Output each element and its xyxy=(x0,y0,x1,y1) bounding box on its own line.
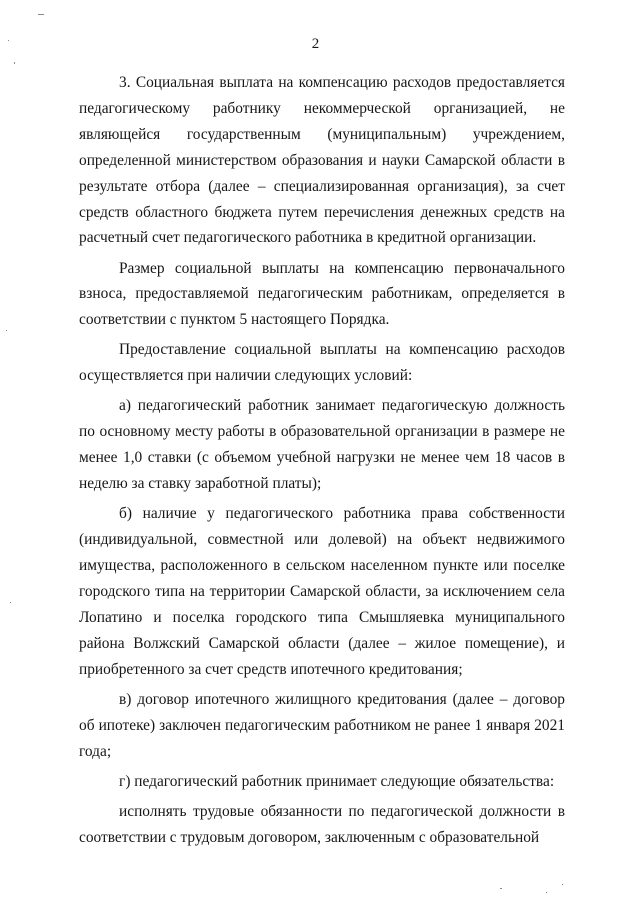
paragraph-condition-g: г) педагогический работник принимает следующие обязательства: xyxy=(119,772,555,790)
document-body xyxy=(79,70,565,851)
paragraph-condition-v: в) договор ипотечного жилищного кредитования (далее – договор об ипотеке) заключен педагогическим работником не ранее 1 января 2021 года; xyxy=(79,690,565,760)
paragraph-social-payment: 3. Социальная выплата на компенсацию расходов предоставляется педагогическому работнику некоммерческой организацией, не являющейся государственным (муниципальным) учреждением, определенной министерством образования и науки Самарской области в результате отбора (далее – специализированная организация), за счет средств областного бюджета путем перечисления денежных средств на расчетный счет педагогического работника в кредитной организации. xyxy=(79,74,565,247)
scan-speck xyxy=(500,888,502,889)
paragraph-condition-b: б) наличие у педагогического работника права собственности (индивидуальной, совместной или долевой) на объект недвижимого имущества, расположенного в сельском населенном пункте или поселке городского типа на территории Самарской области, за исключением села Лопатино и поселка городского типа Смышляевка муниципального района Волжский Самарской области (далее – жилое помещение), и приобретенного за счет средств ипотечного кредитования; xyxy=(79,505,565,678)
scan-speck xyxy=(562,884,563,885)
scan-speck xyxy=(6,330,7,331)
scan-speck xyxy=(10,602,11,603)
scan-speck xyxy=(14,62,15,64)
scan-speck xyxy=(546,892,547,893)
paragraph-obligation: исполнять трудовые обязанности по педагогической должности в соответствии с трудовым договором, заключенным с образовательной xyxy=(79,802,565,846)
page-number: 2 xyxy=(311,36,320,52)
paragraph-condition-a: а) педагогический работник занимает педагогическую должность по основному месту работы в образовательной организации в размере не менее 1,0 ставки (с объемом учебной нагрузки не менее чем 18 часов в неделю за ставку заработной платы); xyxy=(79,397,565,493)
scan-speck xyxy=(38,14,44,15)
scan-speck xyxy=(8,40,9,41)
paragraph-payment-amount: Размер социальной выплаты на компенсацию первоначального взноса, предоставляемой педагогическим работникам, определяется в соответствии с пунктом 5 настоящего Порядка. xyxy=(79,259,565,329)
paragraph-conditions-intro: Предоставление социальной выплаты на компенсацию расходов осуществляется при наличии следующих условий: xyxy=(79,341,565,385)
